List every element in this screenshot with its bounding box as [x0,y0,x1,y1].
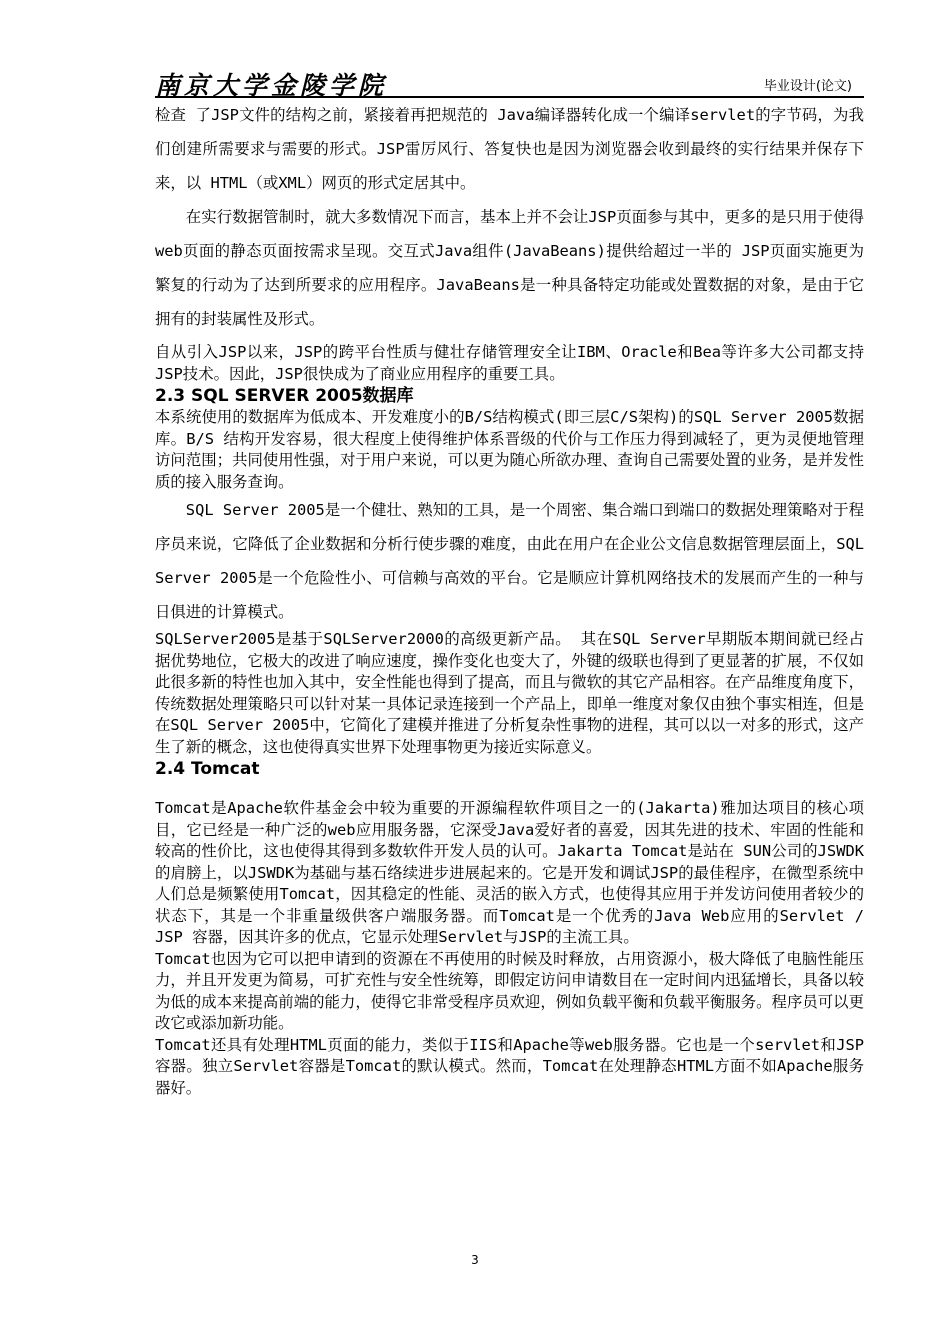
paragraph-sql-tool: SQL Server 2005是一个健壮、熟知的工具，是一个周密、集合端口到端口的数据处理策略对于程序员来说，它降低了企业数据和分析行使步骤的难度，由此在用户在企业公文信息数据管理层面上，SQL Server 2005是一个危险性小、可信赖与高效的平台。它是顺应计算机网络技术的发展而产生的一种与日俱进的计算模式。 [155,501,864,621]
section-heading-tomcat: 2.4 Tomcat [155,759,260,779]
paragraph-tomcat-intro: Tomcat是Apache软件基金会中较为重要的开源编程软件项目之一的(Jakarta)雅加达项目的核心项目，它已经是一种广泛的web应用服务器，它深受Java爱好者的喜爱，因其先进的技术、牢固的性能和较高的性价比，这也使得其得到多数软件开发人员的认可。Jakarta Tomcat是站在 SUN公司的JSWDK的肩膀上，以JSWDK为基础与基石络续进步进展起来的。它是开发和调试JSP的最佳程序，在微型系统中人们总是频繁使用Tomcat，因其稳定的性能、灵活的嵌入方式，也使得其应用于并发访问使用者较少的状态下，其是一个非重量级供客户端服务器。而Tomcat是一个优秀的Java Web应用的Servlet / JSP 容器，因其许多的优点，它显示处理Servlet与JSP的主流工具。 [155,799,864,946]
paragraph-tomcat-html: Tomcat还具有处理HTML页面的能力，类似于IIS和Apache等web服务器。它也是一个servlet和JSP容器。独立Servlet容器是Tomcat的默认模式。然而，Tomcat在处理静态HTML方面不如Apache服务器好。 [155,1035,864,1097]
header-doc-type: 毕业设计(论文) [763,79,852,94]
university-logo-text: 南京大学金陵学院 [155,71,388,100]
paragraph-sql-2005-features: SQLServer2005是基于SQLServer2000的高级更新产品。 其在SQL Server早期版本期间就已经占据优势地位，它极大的改进了响应速度，操作变化也变大了，外键的级联也得到了更显著的扩展，不仅如此很多新的特性也加入其中，安全性能也得到了提高，而且与微软的其它产品相容。在产品维度角度下，传统数据处理策略只可以针对某一具体记录连接到一个产品上，即单一维度对象仅由独个事实相连，但是在SQL Server 2005中，它简化了建模并推进了分析复杂性事物的进程，其可以以一对多的形式，这产生了新的概念，这也使得真实世界下处理事物更为接近实际意义。 [155,630,864,756]
spacer [155,780,864,798]
paragraph-sql-bs-structure: 本系统使用的数据库为低成本、开发难度小的B/S结构模式(即三层C/S架构)的SQL Server 2005数据库。B/S 结构开发容易，很大程度上使得维护体系晋级的代价与工作压力得到减轻了，更为灵便地管理访问范围；共同使用性强，对于用户来说，可以更为随心所欲办理、查询自己需要处置的业务，是并发性质的接入服务查询。 [155,408,864,491]
page-number: 3 [471,1253,479,1267]
paragraph-jsp-crossplatform: 自从引入JSP以来，JSP的跨平台性质与健壮存储管理安全让IBM、Oracle和Bea等许多大公司都支持JSP技术。因此，JSP很快成为了商业应用程序的重要工具。 [155,343,864,383]
paragraph-tomcat-resources: Tomcat也因为它可以把申请到的资源在不再使用的时候及时释放，占用资源小，极大降低了电脑性能压力，并且开发更为简易，可扩充性与安全性统筹，即假定访问申请数目在一定时间内迅猛增长，具备以较为低的成本来提高前端的能力，使得它非常受程序员欢迎，例如负载平衡和负载平衡服务。程序员可以更改它或添加新功能。 [155,949,864,1032]
paragraph-jsp-compile: 检查 了JSP文件的结构之前，紧接着再把规范的 Java编译器转化成一个编译servlet的字节码，为我们创建所需要求与需要的形式。JSP雷厉风行、答复快也是因为浏览器会收到最终的实行结果并保存下来，以 HTML（或XML）网页的形式定居其中。 [155,106,864,192]
document-body [155,98,864,1099]
section-heading-sql-server: 2.3 SQL SERVER 2005数据库 [155,386,414,406]
paragraph-jsp-javabeans: 在实行数据管制时，就大多数情况下而言，基本上并不会让JSP页面参与其中，更多的是只用于使得web页面的静态页面按需求呈现。交互式Java组件(JavaBeans)提供给超过一半的 JSP页面实施更为繁复的行动为了达到所要求的应用程序。JavaBeans是一种具备特定功能或处置数据的对象，是由于它拥有的封装属性及形式。 [155,208,864,328]
